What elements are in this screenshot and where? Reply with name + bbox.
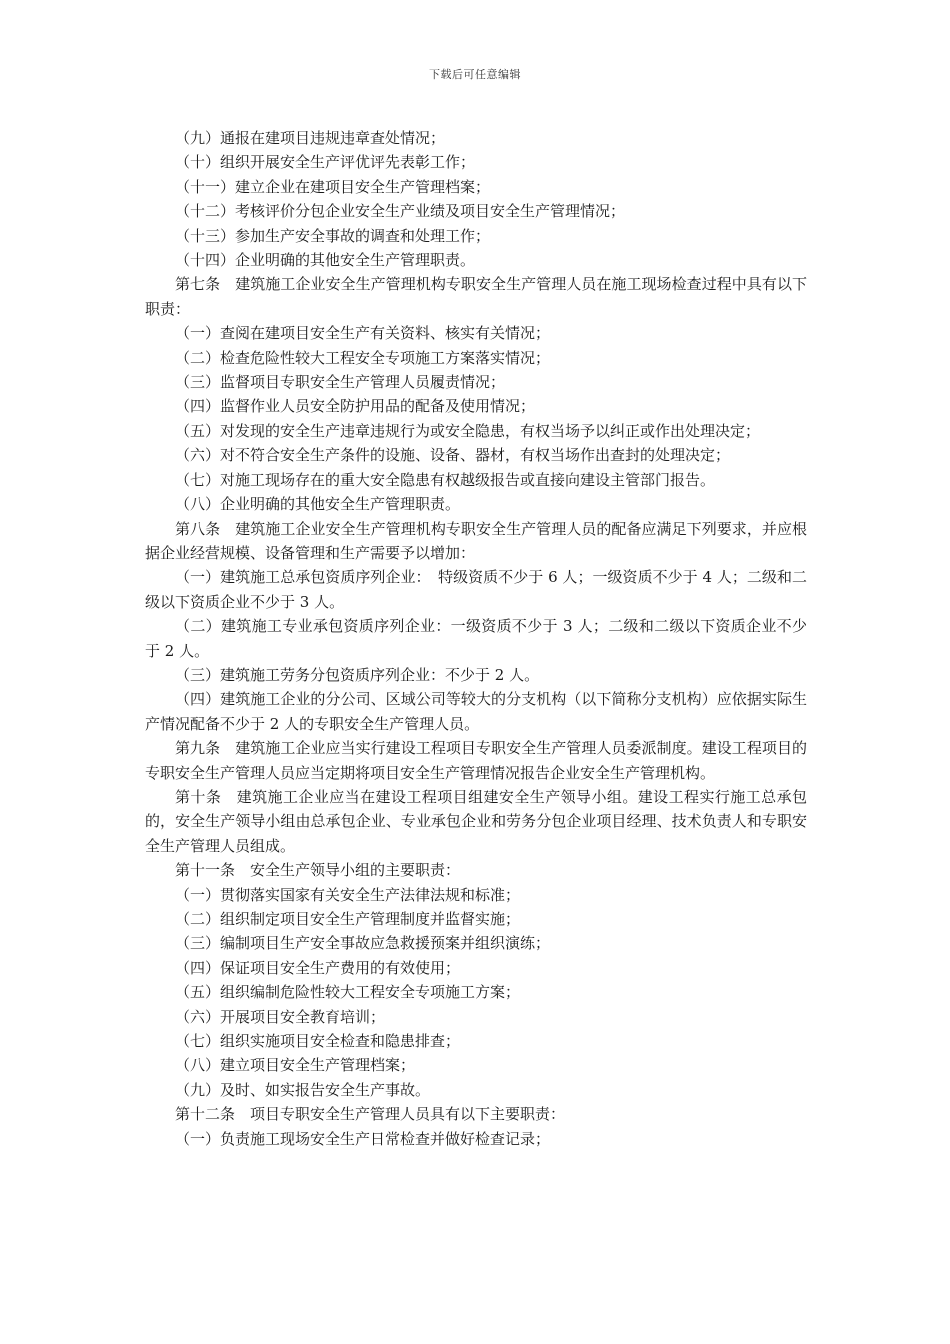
page-header: 下载后可任意编辑 [429, 68, 521, 81]
article-11-item-9: （九）及时、如实报告安全生产事故。 [175, 1080, 431, 1099]
item-13: （十三）参加生产安全事故的调查和处理工作； [175, 226, 491, 245]
item-12: （十二）考核评价分包企业安全生产业绩及项目安全生产管理情况； [175, 202, 626, 221]
item-9: （九）通报在建项目违规违章查处情况； [175, 129, 446, 147]
article-11-item-7: （七）组织实施项目安全检查和隐患排查； [175, 1032, 461, 1051]
item-14: （十四）企业明确的其他安全生产管理职责。 [175, 251, 476, 270]
article-7-item-6: （六）对不符合安全生产条件的设施、设备、器材，有权当场作出查封的处理决定； [175, 446, 731, 465]
article-7-item-2: （二）检查危险性较大工程安全专项施工方案落实情况； [175, 348, 551, 367]
article-7: 第七条 建筑施工企业安全生产管理机构专职安全生产管理人员在施工现场检查过程中具有以下职责： [145, 275, 807, 318]
article-11-item-8: （八）建立项目安全生产管理档案； [175, 1056, 416, 1075]
article-11-item-1: （一）贯彻落实国家有关安全生产法律法规和标准； [175, 885, 521, 904]
article-11-item-6: （六）开展项目安全教育培训； [175, 1007, 386, 1026]
article-7-item-7: （七）对施工现场存在的重大安全隐患有权越级报告或直接向建设主管部门报告。 [175, 470, 716, 489]
document-body [145, 126, 807, 1151]
article-12: 第十二条 项目专职安全生产管理人员具有以下主要职责： [175, 1105, 566, 1124]
article-8-item-2: （二）建筑施工专业承包资质序列企业：一级资质不少于 3 人；二级和二级以下资质企业不少于 2 人。 [145, 617, 807, 660]
article-11-item-2: （二）组织制定项目安全生产管理制度并监督实施； [175, 910, 521, 928]
article-8-item-1: （一）建筑施工总承包资质序列企业： 特级资质不少于 6 人；一级资质不少于 4 人；二级和二级以下资质企业不少于 3 人。 [145, 568, 807, 611]
article-10: 第十条 建筑施工企业应当在建设工程项目组建安全生产领导小组。建设工程实行施工总承包的，安全生产领导小组由总承包企业、专业承包企业和劳务分包企业项目经理、技术负责人和专职安全生产管理人员组成。 [145, 787, 807, 855]
article-11: 第十一条 安全生产领导小组的主要职责： [175, 861, 461, 880]
item-10: （十）组织开展安全生产评优评先表彰工作； [175, 153, 476, 172]
item-11: （十一）建立企业在建项目安全生产管理档案； [175, 177, 491, 196]
article-11-item-3: （三）编制项目生产安全事故应急救援预案并组织演练； [175, 934, 551, 953]
article-7-item-1: （一）查阅在建项目安全生产有关资料、核实有关情况； [175, 324, 551, 343]
article-11-item-4: （四）保证项目安全生产费用的有效使用； [175, 958, 461, 977]
article-8-item-4: （四）建筑施工企业的分公司、区域公司等较大的分支机构（以下简称分支机构）应依据实际生产情况配备不少于 2 人的专职安全生产管理人员。 [145, 690, 807, 733]
article-7-item-5: （五）对发现的安全生产违章违规行为或安全隐患，有权当场予以纠正或作出处理决定； [175, 421, 761, 440]
article-7-item-8: （八）企业明确的其他安全生产管理职责。 [175, 495, 461, 514]
article-11-item-5: （五）组织编制危险性较大工程安全专项施工方案； [175, 983, 521, 1002]
article-7-item-4: （四）监督作业人员安全防护用品的配备及使用情况； [175, 397, 536, 416]
article-7-item-3: （三）监督项目专职安全生产管理人员履责情况； [175, 373, 506, 392]
article-8: 第八条 建筑施工企业安全生产管理机构专职安全生产管理人员的配备应满足下列要求，并应根据企业经营规模、设备管理和生产需要予以增加： [145, 519, 807, 562]
article-12-item-1: （一）负责施工现场安全生产日常检查并做好检查记录； [175, 1129, 551, 1148]
article-9: 第九条 建筑施工企业应当实行建设工程项目专职安全生产管理人员委派制度。建设工程项目的专职安全生产管理人员应当定期将项目安全生产管理情况报告企业安全生产管理机构。 [145, 739, 807, 782]
article-8-item-3: （三）建筑施工劳务分包资质序列企业：不少于 2 人。 [175, 665, 540, 684]
